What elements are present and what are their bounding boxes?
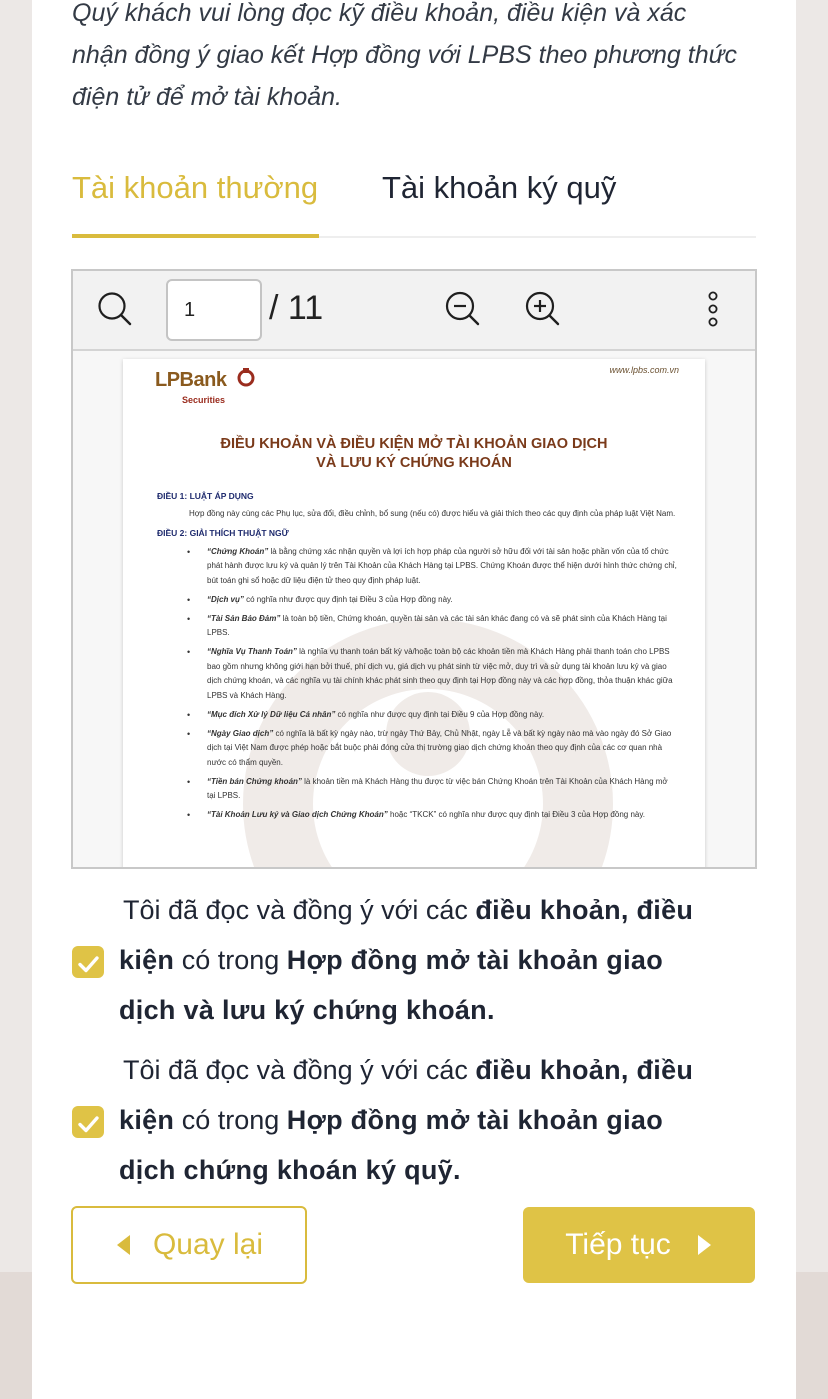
check-icon [72, 948, 104, 980]
consent-checkbox-2[interactable] [72, 1106, 104, 1138]
back-button[interactable] [71, 1206, 307, 1284]
document-title-line-2: VÀ LƯU KÝ CHỨNG KHOÁN [316, 455, 512, 471]
section-2-title: ĐIỀU 2: GIẢI THÍCH THUẬT NGỮ [157, 528, 289, 538]
section-1-title: ĐIỀU 1: LUẬT ÁP DỤNG [157, 491, 254, 501]
pdf-page [123, 359, 705, 869]
page-total: / 11 [269, 289, 324, 327]
lpbank-logo-text: LPBank [155, 369, 227, 391]
intro-line-3: điện tử để mở tài khoản. [72, 83, 342, 111]
pdf-viewer [71, 269, 757, 869]
tab-margin-account[interactable]: Tài khoản ký quỹ [382, 170, 617, 205]
list-item: • “Dịch vụ” có nghĩa như được quy định tại Điều 3 của Hợp đồng này. [187, 593, 677, 608]
consent-margin-account [72, 1045, 752, 1195]
consent-2-line-3: dịch chứng khoán ký quỹ. [119, 1155, 461, 1185]
account-type-tabs [72, 160, 756, 238]
continue-button-label: Tiếp tục [565, 1228, 671, 1261]
list-item: • “Ngày Giao dịch” có nghĩa là bất kỳ ngày nào, trừ ngày Thứ Bảy, Chủ Nhật, ngày Lễ và bất kỳ ngày nào mà vào ngày đó Sở Giao dịch tại Việt Nam được phép hoặc bắt buộc phải đóng cửa thị trường giao dịch chứng khoán theo quy định của các cơ quan nhà nước có thẩm quyền. [187, 727, 677, 771]
continue-button[interactable] [523, 1207, 755, 1283]
zoom-out-icon[interactable] [445, 291, 481, 332]
consent-1-line-2: kiện có trong Hợp đồng mở tài khoản giao [119, 945, 663, 975]
back-button-label: Quay lại [152, 1228, 264, 1261]
consent-2-line-2: kiện có trong Hợp đồng mở tài khoản giao [119, 1105, 663, 1135]
list-item: • “Tài Sản Bảo Đảm” là toàn bộ tiền, Chứng khoán, quyền tài sản và các tài sản khác đang có và sẽ phát sinh của Khách Hàng tại LPBS. [187, 612, 677, 641]
lpbank-logo-subtitle: Securities [182, 395, 226, 405]
caret-left-icon [115, 1233, 131, 1257]
search-icon[interactable] [97, 291, 133, 332]
section-1-text: Hợp đồng này cùng các Phụ lục, sửa đổi, điều chỉnh, bổ sung (nếu có) được hiểu và giải thích theo các quy định của pháp luật Việt Nam. [189, 508, 676, 518]
list-item: • “Tài Khoản Lưu ký và Giao dịch Chứng Khoán” hoặc “TKCK” có nghĩa như được quy định tại Điều 3 của Hợp đồng này. [187, 808, 677, 823]
pdf-toolbar [73, 271, 755, 351]
intro-line-1: Quý khách vui lòng đọc kỹ điều khoản, điều kiện và xác [72, 0, 687, 27]
definitions-list [157, 545, 677, 823]
intro-line-2: nhận đồng ý giao kết Hợp đồng với LPBS theo phương thức [72, 41, 737, 69]
consent-1-line-1: Tôi đã đọc và đồng ý với các điều khoản, điều [123, 895, 694, 925]
document-body [157, 489, 677, 827]
active-tab-indicator [72, 234, 319, 238]
list-item: • “Nghĩa Vụ Thanh Toán” là nghĩa vụ thanh toán bất kỳ và/hoặc toàn bộ các khoản tiền mà Khách Hàng phải thanh toán cho LPBS bao gồm nhưng không giới hạn bởi thuế, phí dịch vụ, giá dịch vụ phát sinh từ việc mở, duy trì và sử dụng tài khoản lưu ký và giao dịch chứng khoán, và các nghĩa vụ tài chính khác phát sinh theo quy định tại Hợp đồng này và các hợp đồng, thỏa thuận khác giữa LPBS và Khách Hàng. [187, 645, 677, 703]
consent-checkbox-1[interactable] [72, 946, 104, 978]
zoom-in-icon[interactable] [525, 291, 561, 332]
document-title-line-1: ĐIỀU KHOẢN VÀ ĐIỀU KIỆN MỞ TÀI KHOẢN GIAO DỊCH [220, 436, 608, 452]
tab-normal-account[interactable]: Tài khoản thường [72, 170, 319, 205]
pdf-page-area[interactable] [73, 351, 755, 869]
consent-trading-account [72, 885, 752, 1035]
lpbank-logo-mark-icon [235, 367, 257, 387]
check-icon [72, 1108, 104, 1140]
document-url: www.lpbs.com.vn [609, 365, 679, 375]
list-item: • “Tiền bán Chứng khoán” là khoản tiền mà Khách Hàng thu được từ việc bán Chứng Khoán trên Tài Khoản của Khách Hàng mở tại LPBS. [187, 775, 677, 804]
consent-2-line-1: Tôi đã đọc và đồng ý với các điều khoản, điều [123, 1055, 694, 1085]
list-item: • “Mục đích Xử lý Dữ liệu Cá nhân” có nghĩa như được quy định tại Điều 9 của Hợp đồng này. [187, 708, 677, 723]
more-vertical-icon[interactable] [703, 291, 723, 332]
intro-text [72, 0, 772, 118]
list-item: • “Chứng Khoán” là bằng chứng xác nhận quyền và lợi ích hợp pháp của người sở hữu đối với tài sản hoặc phần vốn của tổ chức phát hành được lưu ký và quản lý trên Tài Khoản của Khách Hàng tại LPBS. Chứng Khoán được thể hiện dưới hình thức chứng chỉ, bút toán ghi sổ hoặc dữ liệu điện tử theo quy định pháp luật. [187, 545, 677, 589]
page-number-input[interactable] [166, 279, 262, 341]
consent-1-line-3: dịch và lưu ký chứng khoán. [119, 995, 495, 1025]
caret-right-icon [697, 1233, 713, 1257]
main-card [32, 0, 796, 1399]
